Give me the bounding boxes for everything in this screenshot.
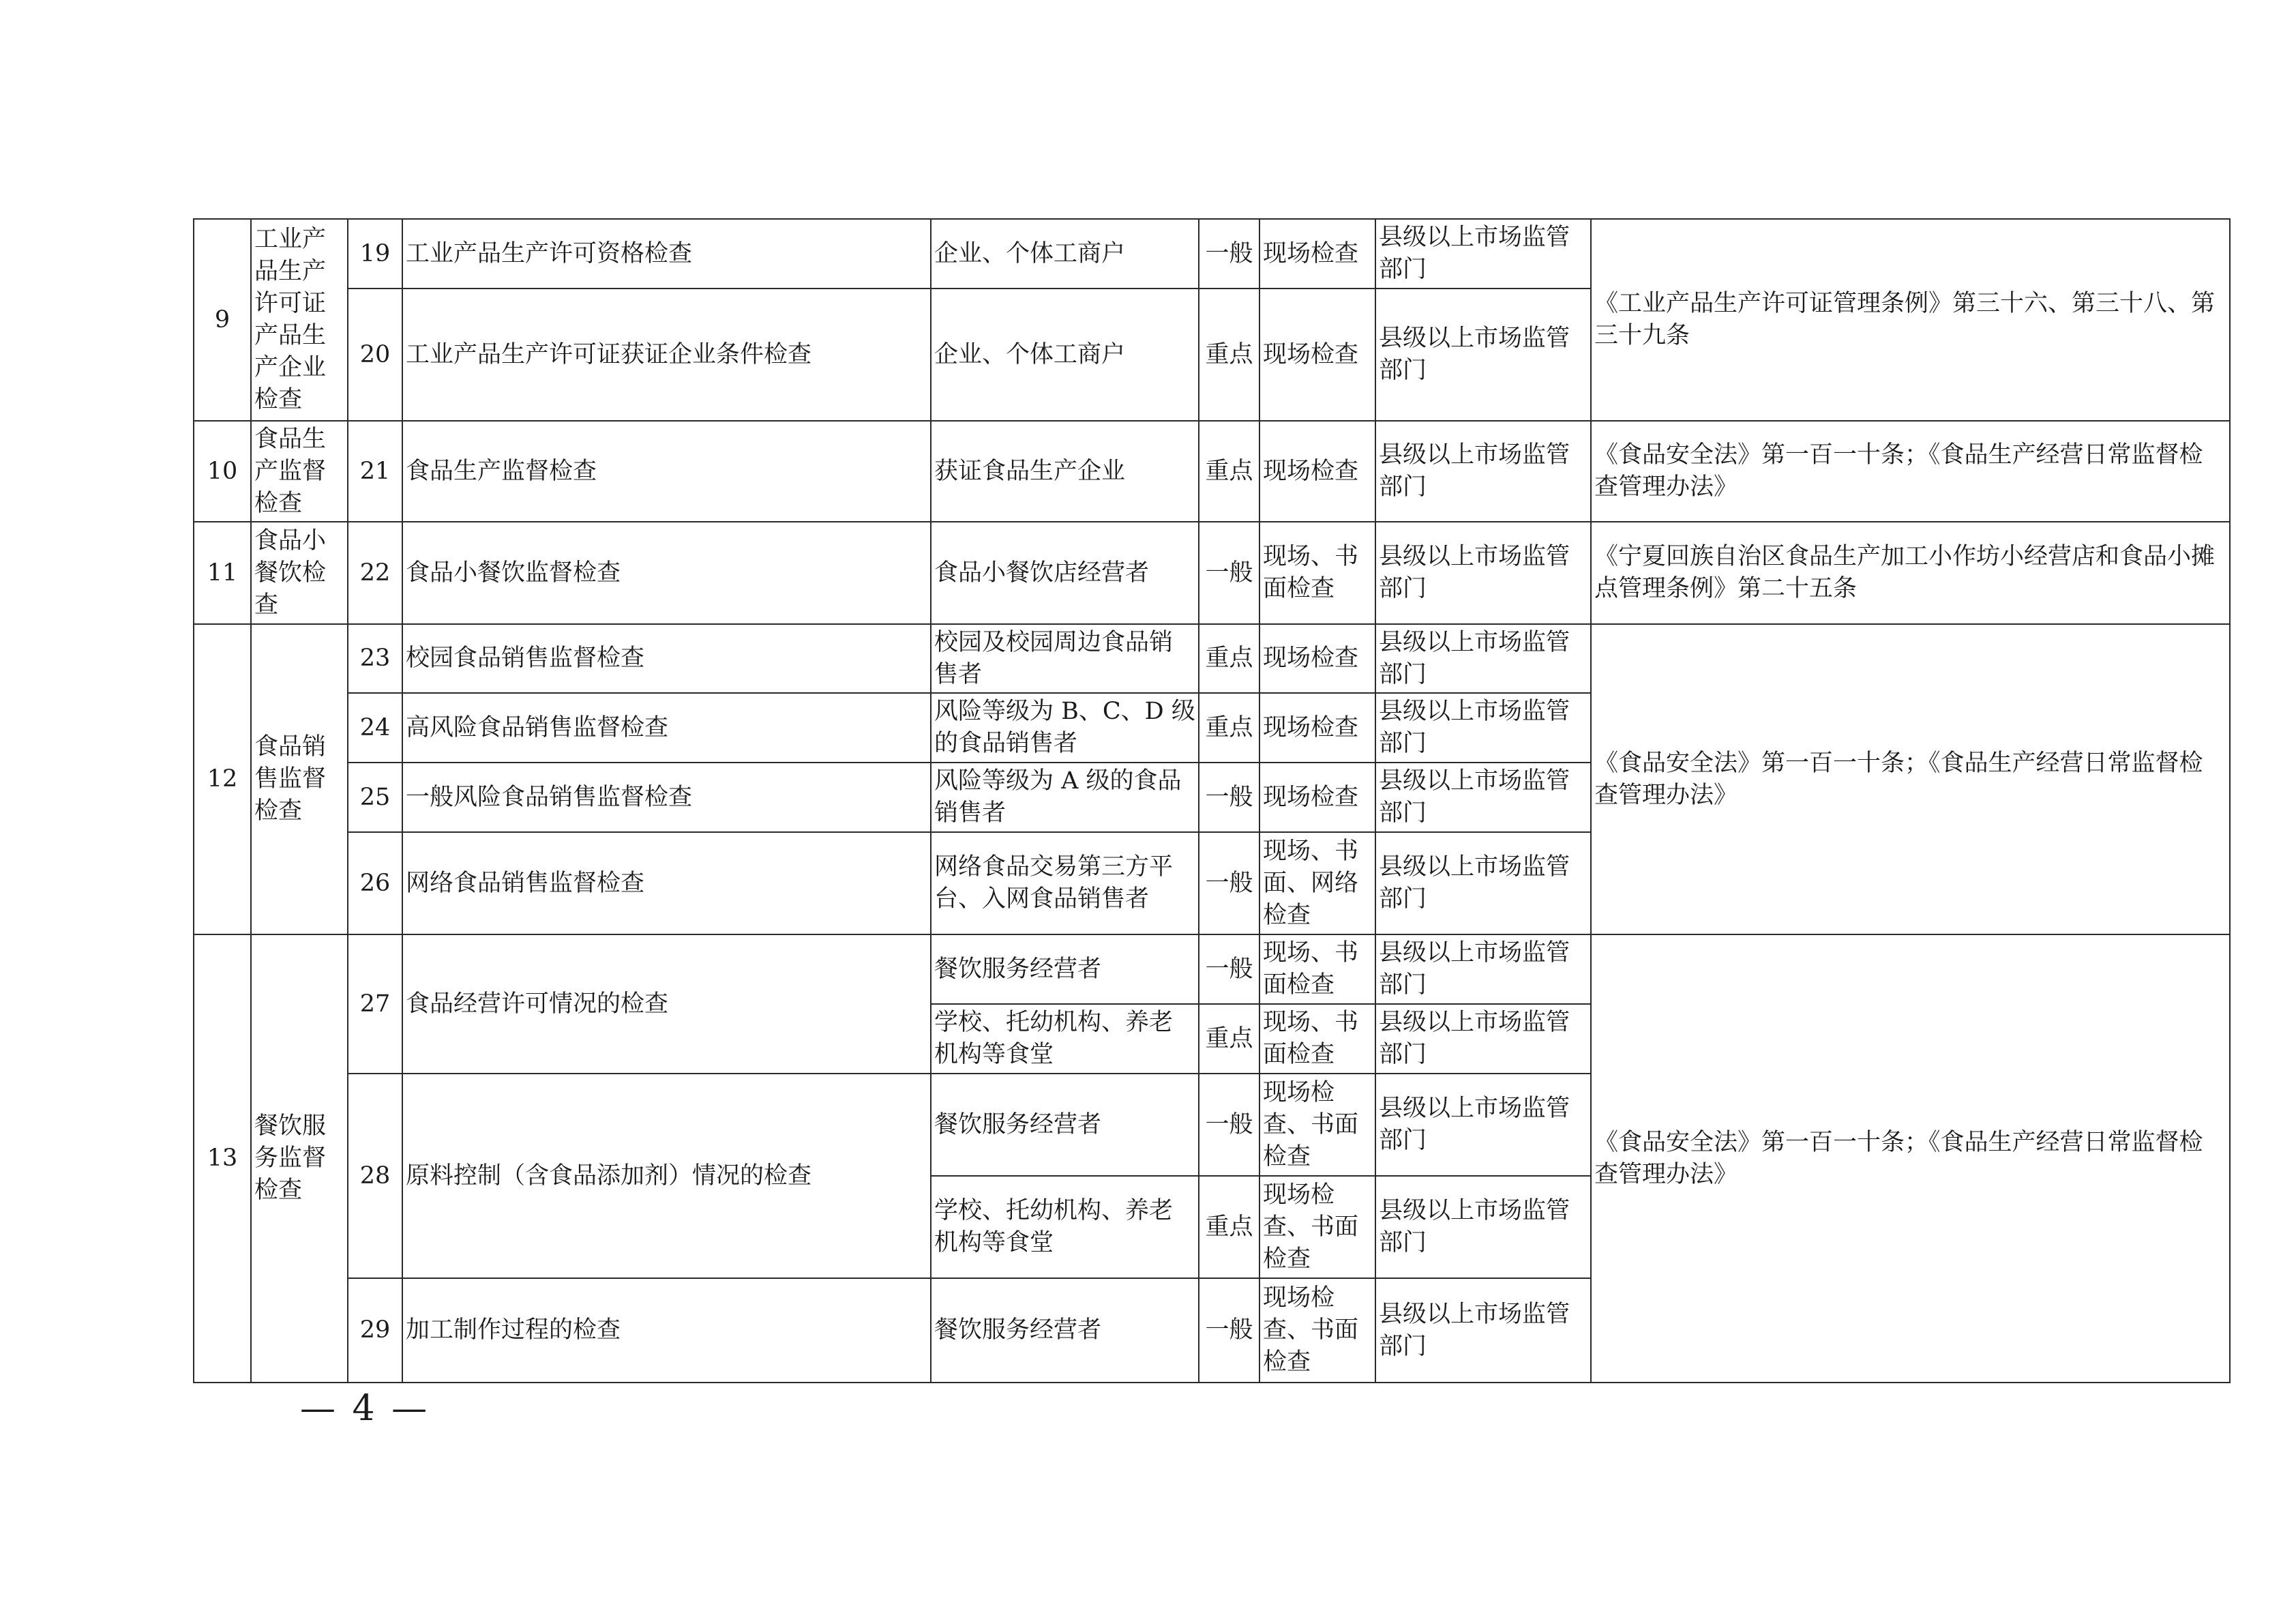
- inspection-object: 企业、个体工商户: [931, 219, 1199, 289]
- inspection-level: 重点: [1199, 693, 1259, 763]
- item-number: 26: [348, 832, 402, 934]
- item-number: 23: [348, 624, 402, 693]
- legal-basis: 《食品安全法》第一百一十条；《食品生产经营日常监督检查管理办法》: [1591, 934, 2230, 1383]
- inspection-level: 一般: [1199, 1074, 1259, 1176]
- inspection-object: 网络食品交易第三方平台、入网食品销售者: [931, 832, 1199, 934]
- item-name: 工业产品生产许可证获证企业条件检查: [402, 289, 931, 421]
- inspection-object: 餐饮服务经营者: [931, 1074, 1199, 1176]
- group-category: 工业产品生产许可证产品生产企业检查: [251, 219, 348, 421]
- item-name: 加工制作过程的检查: [402, 1278, 931, 1383]
- inspection-method: 现场、书面、网络检查: [1259, 832, 1375, 934]
- inspection-method: 现场检查、书面检查: [1259, 1278, 1375, 1383]
- inspection-method: 现场检查: [1259, 693, 1375, 763]
- inspection-level: 重点: [1199, 1004, 1259, 1074]
- inspection-department: 县级以上市场监管部门: [1375, 763, 1591, 832]
- inspection-method: 现场检查、书面检查: [1259, 1074, 1375, 1176]
- legal-basis: 《食品安全法》第一百一十条；《食品生产经营日常监督检查管理办法》: [1591, 624, 2230, 934]
- inspection-department: 县级以上市场监管部门: [1375, 1278, 1591, 1383]
- inspection-method: 现场、书面检查: [1259, 934, 1375, 1004]
- item-number: 27: [348, 934, 402, 1074]
- inspection-level: 一般: [1199, 1278, 1259, 1383]
- item-number: 21: [348, 421, 402, 522]
- inspection-method: 现场、书面检查: [1259, 1004, 1375, 1074]
- item-name: 高风险食品销售监督检查: [402, 693, 931, 763]
- group-category: 食品小餐饮检查: [251, 522, 348, 624]
- item-number: 25: [348, 763, 402, 832]
- inspection-method: 现场、书面检查: [1259, 522, 1375, 624]
- item-name: 食品经营许可情况的检查: [402, 934, 931, 1074]
- inspection-object: 食品小餐饮店经营者: [931, 522, 1199, 624]
- inspection-department: 县级以上市场监管部门: [1375, 832, 1591, 934]
- inspection-level: 一般: [1199, 522, 1259, 624]
- inspection-method: 现场检查: [1259, 289, 1375, 421]
- inspection-department: 县级以上市场监管部门: [1375, 624, 1591, 693]
- inspection-object: 校园及校园周边食品销售者: [931, 624, 1199, 693]
- inspection-object: 风险等级为 B、C、D 级的食品销售者: [931, 693, 1199, 763]
- item-number: 22: [348, 522, 402, 624]
- inspection-method: 现场检查: [1259, 219, 1375, 289]
- inspection-object: 学校、托幼机构、养老机构等食堂: [931, 1176, 1199, 1278]
- inspection-object: 企业、个体工商户: [931, 289, 1199, 421]
- table-row: [194, 934, 2230, 1004]
- inspection-method: 现场检查: [1259, 763, 1375, 832]
- item-name: 工业产品生产许可资格检查: [402, 219, 931, 289]
- inspection-department: 县级以上市场监管部门: [1375, 1074, 1591, 1176]
- inspection-level: 重点: [1199, 1176, 1259, 1278]
- item-number: 29: [348, 1278, 402, 1383]
- group-number: 11: [194, 522, 251, 624]
- inspection-level: 重点: [1199, 624, 1259, 693]
- inspection-object: 获证食品生产企业: [931, 421, 1199, 522]
- inspection-level: 重点: [1199, 421, 1259, 522]
- item-number: 28: [348, 1074, 402, 1278]
- item-number: 24: [348, 693, 402, 763]
- group-number: 9: [194, 219, 251, 421]
- item-number: 19: [348, 219, 402, 289]
- group-category: 食品销售监督检查: [251, 624, 348, 934]
- inspection-department: 县级以上市场监管部门: [1375, 421, 1591, 522]
- legal-basis: 《食品安全法》第一百一十条；《食品生产经营日常监督检查管理办法》: [1591, 421, 2230, 522]
- inspection-level: 一般: [1199, 763, 1259, 832]
- page-number: — 4 —: [300, 1388, 430, 1429]
- legal-basis: 《工业产品生产许可证管理条例》第三十六、第三十八、第三十九条: [1591, 219, 2230, 421]
- group-number: 13: [194, 934, 251, 1383]
- inspection-object: 餐饮服务经营者: [931, 1278, 1199, 1383]
- inspection-method: 现场检查、书面检查: [1259, 1176, 1375, 1278]
- item-name: 网络食品销售监督检查: [402, 832, 931, 934]
- item-number: 20: [348, 289, 402, 421]
- inspection-department: 县级以上市场监管部门: [1375, 934, 1591, 1004]
- inspection-department: 县级以上市场监管部门: [1375, 522, 1591, 624]
- table-row: [194, 522, 2230, 624]
- inspection-department: 县级以上市场监管部门: [1375, 289, 1591, 421]
- inspection-items-table: [193, 218, 2231, 1383]
- inspection-level: 重点: [1199, 289, 1259, 421]
- group-category: 食品生产监督检查: [251, 421, 348, 522]
- inspection-method: 现场检查: [1259, 624, 1375, 693]
- inspection-object: 餐饮服务经营者: [931, 934, 1199, 1004]
- inspection-level: 一般: [1199, 832, 1259, 934]
- table-row: [194, 624, 2230, 693]
- inspection-department: 县级以上市场监管部门: [1375, 219, 1591, 289]
- group-number: 12: [194, 624, 251, 934]
- inspection-object: 风险等级为 A 级的食品销售者: [931, 763, 1199, 832]
- item-name: 校园食品销售监督检查: [402, 624, 931, 693]
- legal-basis: 《宁夏回族自治区食品生产加工小作坊小经营店和食品小摊点管理条例》第二十五条: [1591, 522, 2230, 624]
- group-number: 10: [194, 421, 251, 522]
- inspection-level: 一般: [1199, 934, 1259, 1004]
- table-row: [194, 421, 2230, 522]
- inspection-department: 县级以上市场监管部门: [1375, 1176, 1591, 1278]
- inspection-level: 一般: [1199, 219, 1259, 289]
- table-row: [194, 219, 2230, 289]
- item-name: 一般风险食品销售监督检查: [402, 763, 931, 832]
- item-name: 食品小餐饮监督检查: [402, 522, 931, 624]
- inspection-object: 学校、托幼机构、养老机构等食堂: [931, 1004, 1199, 1074]
- item-name: 原料控制（含食品添加剂）情况的检查: [402, 1074, 931, 1278]
- inspection-department: 县级以上市场监管部门: [1375, 693, 1591, 763]
- inspection-department: 县级以上市场监管部门: [1375, 1004, 1591, 1074]
- group-category: 餐饮服务监督检查: [251, 934, 348, 1383]
- item-name: 食品生产监督检查: [402, 421, 931, 522]
- inspection-method: 现场检查: [1259, 421, 1375, 522]
